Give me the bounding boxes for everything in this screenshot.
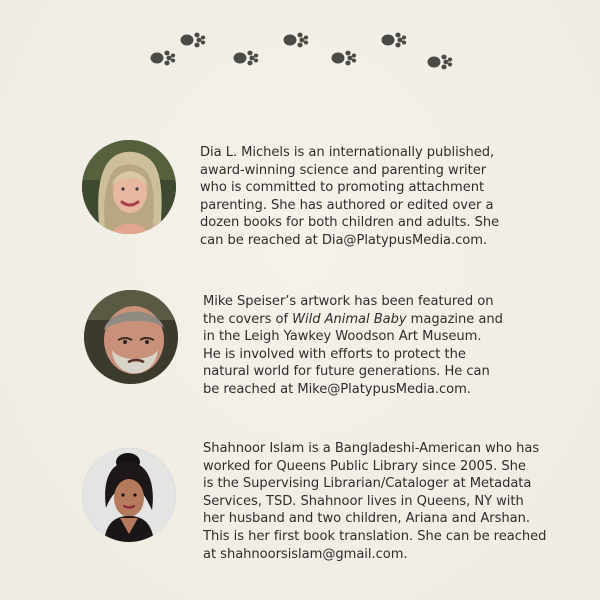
bio-line: worked for Queens Public Library since 2005. She <box>203 458 526 474</box>
bio-line: Dia L. Michels is an internationally published, <box>200 145 495 160</box>
avatar-dia-l-michels <box>82 140 176 234</box>
bio-line: natural world for future generations. He can <box>203 364 490 380</box>
bio-line: He is involved with efforts to protect the <box>203 346 466 362</box>
paw-print-icon <box>178 31 212 49</box>
paw-print-icon <box>281 31 315 49</box>
bio-line: Services, TSD. Shahnoor lives in Queens, NY with <box>203 493 524 509</box>
paw-print-icon <box>379 31 413 49</box>
portrait-icon <box>82 448 176 542</box>
paw-print-icon <box>148 49 182 67</box>
bio-text-dia-l-michels <box>200 144 499 250</box>
bio-line: can be reached at Dia@PlatypusMedia.com. <box>200 232 488 248</box>
portrait-icon <box>84 290 178 384</box>
paw-trail <box>0 0 600 90</box>
magazine-title: Wild Animal Baby <box>292 311 407 327</box>
bio-text-shahnoor-islam <box>203 440 546 563</box>
bio-line: award-winning science and parenting writer <box>200 162 487 178</box>
bio-line-segment: magazine and <box>406 311 503 327</box>
bio-line: is the Supervising Librarian/Cataloger at Metadata <box>203 476 532 492</box>
bio-line: Mike Speiser’s artwork has been featured on <box>203 294 494 309</box>
bio-line: at shahnoorsislam@gmail.com. <box>203 546 408 562</box>
avatar-shahnoor-islam <box>82 448 176 542</box>
bio-line: dozen books for both children and adults. She <box>200 215 500 231</box>
paw-print-icon <box>231 49 265 67</box>
bio-line: her husband and two children, Ariana and Arshan. <box>203 511 530 527</box>
bio-line-segment: the covers of <box>203 311 293 327</box>
paw-print-icon <box>329 49 363 67</box>
bio-line: in the Leigh Yawkey Woodson Art Museum. <box>203 329 482 345</box>
paw-print-icon <box>425 53 459 71</box>
bio-line: be reached at Mike@PlatypusMedia.com. <box>203 381 471 397</box>
avatar-mike-speiser <box>84 290 178 384</box>
bio-line: Shahnoor Islam is a Bangladeshi-American who has <box>203 441 540 456</box>
bio-line: parenting. She has authored or edited over a <box>200 197 494 213</box>
bio-line: This is her first book translation. She can be reached <box>203 528 547 544</box>
bio-line <box>203 311 503 329</box>
bio-text-mike-speiser <box>203 293 503 399</box>
portrait-icon <box>82 140 176 234</box>
bio-line: who is committed to promoting attachment <box>200 180 485 196</box>
